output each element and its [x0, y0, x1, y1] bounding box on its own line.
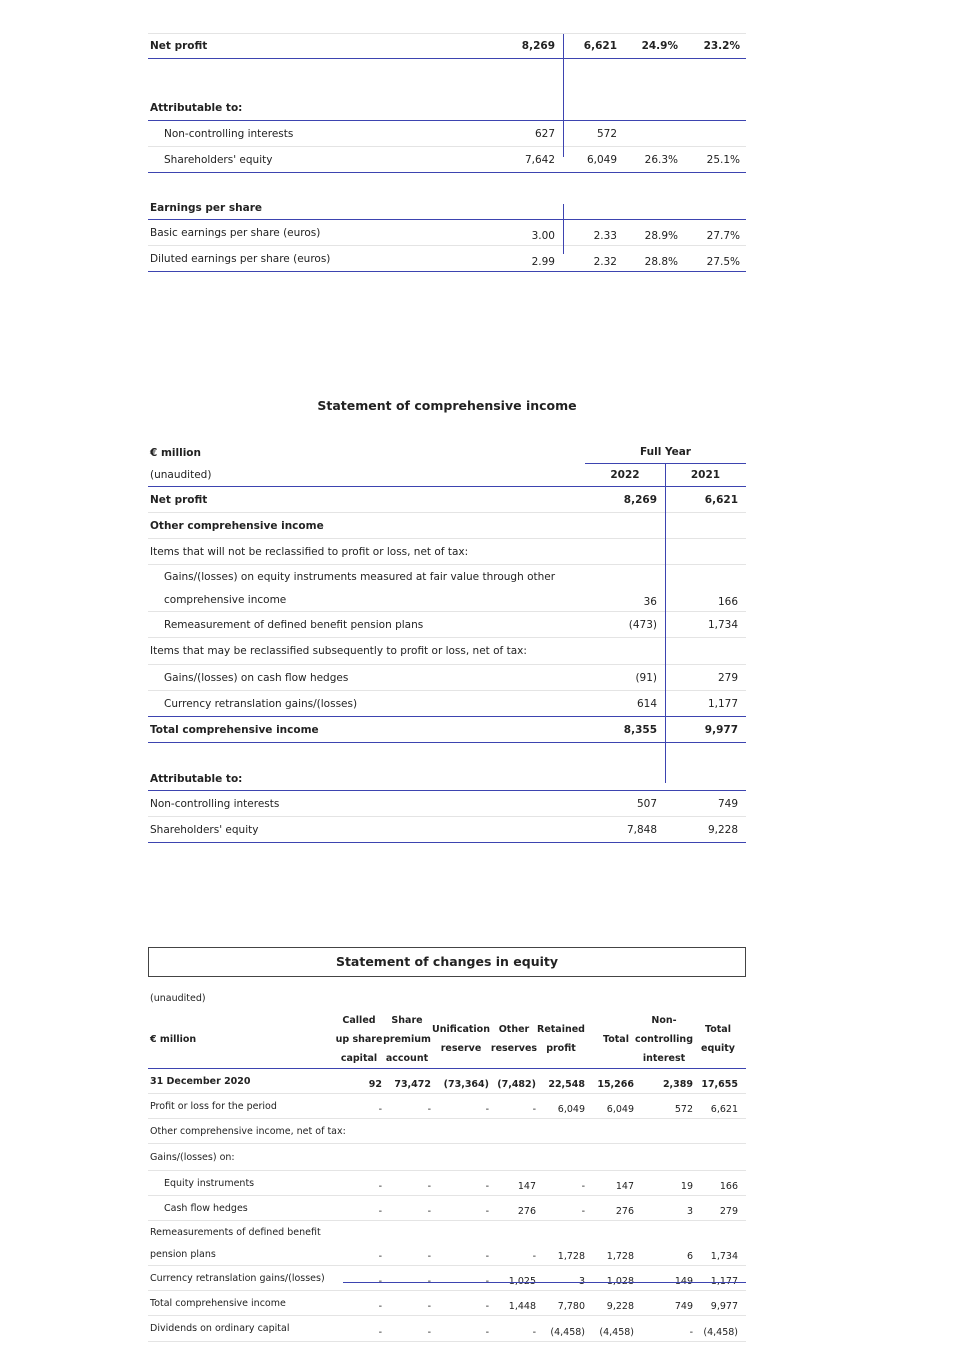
column-header-line: account [385, 1052, 429, 1064]
row-value: 24.9% [641, 40, 678, 52]
row-value: - [427, 1327, 431, 1338]
row-label: Net profit [150, 493, 208, 506]
row-value: 3.00 [531, 230, 555, 242]
row-value: 8,355 [623, 723, 657, 736]
row-label: Dividends on ordinary capital [150, 1323, 290, 1334]
row-label: Attributable to: [150, 102, 243, 114]
row-value: 3 [686, 1206, 693, 1217]
row-label: Basic earnings per share (euros) [150, 226, 321, 239]
row-label [164, 565, 555, 611]
row-value: - [427, 1206, 431, 1217]
row-value: - [427, 1276, 431, 1287]
year-2021: 2021 [690, 469, 721, 481]
comprehensive-income-title: Statement of comprehensive income [317, 398, 577, 413]
table-row [148, 1094, 746, 1119]
row-value: - [689, 1327, 693, 1338]
changes-in-equity-table [148, 1010, 746, 1342]
row-value: 23.2% [703, 40, 740, 52]
row-value: 147 [615, 1181, 634, 1192]
table-row [148, 513, 746, 539]
row-value: - [485, 1104, 489, 1115]
row-label-line: Remeasurements of defined benefit [150, 1226, 321, 1238]
column-header [694, 1020, 742, 1058]
row-value: - [427, 1181, 431, 1192]
column-header-line: profit [546, 1043, 576, 1054]
row-value: 28.8% [644, 256, 678, 268]
row-value: 749 [717, 797, 738, 810]
row-label: Items that may be reclassified subsequently to profit or loss, net of tax: [150, 645, 527, 657]
row-value: - [378, 1301, 382, 1312]
table-row [148, 1316, 746, 1342]
row-value: 749 [674, 1301, 693, 1312]
column-divider [665, 464, 666, 735]
row-value: 1,728 [606, 1251, 634, 1262]
row-value: 166 [719, 1181, 738, 1192]
row-value: 1,177 [707, 697, 738, 710]
period-label: Full Year [585, 441, 746, 464]
row-value: 2.33 [593, 230, 617, 242]
row-value: 7,642 [524, 153, 555, 166]
row-label [150, 1221, 321, 1265]
row-value: - [581, 1181, 585, 1192]
row-value: 26.3% [644, 153, 678, 166]
row-value: 7,780 [557, 1301, 585, 1312]
column-header-line: controlling [634, 1033, 693, 1045]
row-value: 9,977 [710, 1301, 738, 1312]
table-row [148, 147, 746, 173]
row-label: Total comprehensive income [150, 723, 319, 736]
table-row [148, 612, 746, 638]
row-label: Gains/(losses) on cash flow hedges [164, 671, 349, 684]
row-value: - [378, 1251, 382, 1262]
row-value: 6,621 [710, 1104, 738, 1115]
row-value: 8,269 [623, 493, 657, 506]
row-value: 627 [534, 127, 555, 140]
row-value: (4,458) [703, 1327, 738, 1338]
year-header-row [148, 464, 746, 487]
row-value: - [378, 1181, 382, 1192]
row-value: 9,228 [606, 1301, 634, 1312]
table-row [148, 1221, 746, 1266]
table-row [148, 767, 746, 791]
column-header-line: up share [335, 1033, 383, 1045]
row-value: 17,655 [701, 1079, 738, 1090]
column-header-line: Total [705, 1024, 731, 1035]
row-value: 2.99 [531, 256, 555, 268]
column-header [332, 1011, 386, 1068]
header-row [148, 1010, 746, 1069]
row-label: Cash flow hedges [164, 1202, 248, 1214]
row-value: - [485, 1181, 489, 1192]
row-value: 3 [578, 1276, 585, 1287]
row-value: 73,472 [394, 1079, 431, 1090]
row-label: Currency retranslation gains/(losses) [150, 1272, 325, 1284]
column-header-line: interest [642, 1052, 686, 1064]
row-value: 6,049 [586, 153, 617, 166]
row-value: 1,025 [508, 1276, 536, 1287]
row-value: 572 [596, 127, 617, 140]
row-value: (7,482) [497, 1079, 536, 1090]
table-row [148, 1196, 746, 1221]
row-value: 614 [636, 697, 657, 710]
row-value: 166 [717, 596, 738, 608]
row-value: 2.32 [593, 256, 617, 268]
row-value: - [427, 1251, 431, 1262]
row-value: 279 [717, 671, 738, 684]
row-value: (91) [635, 671, 657, 684]
column-header-line: Unification [432, 1024, 490, 1035]
row-value: 279 [719, 1206, 738, 1217]
table-row [148, 565, 746, 612]
row-value: 149 [674, 1276, 693, 1287]
unit-label: € million [150, 1033, 197, 1045]
row-value: - [378, 1206, 382, 1217]
row-value: - [427, 1301, 431, 1312]
table-row [148, 1266, 746, 1291]
table-row [148, 691, 746, 717]
row-value: 27.7% [706, 230, 740, 242]
row-label: Non-controlling interests [164, 127, 294, 140]
table-row [148, 717, 746, 743]
row-value: 9,977 [704, 723, 738, 736]
row-label: Diluted earnings per share (euros) [150, 252, 331, 265]
row-label: Attributable to: [150, 772, 243, 785]
row-label: Net profit [150, 40, 208, 52]
column-header-line: reserve [440, 1043, 482, 1054]
column-header-line: Share [391, 1014, 423, 1026]
row-label: Shareholders' equity [164, 153, 273, 166]
row-value: - [581, 1206, 585, 1217]
row-value: 6,621 [704, 493, 738, 506]
row-label: Currency retranslation gains/(losses) [164, 697, 358, 710]
row-value: 6 [686, 1251, 693, 1262]
row-label: Earnings per share [150, 202, 262, 214]
row-value: 572 [674, 1104, 693, 1115]
column-header-line: Called [342, 1014, 376, 1026]
row-value: 6,621 [583, 40, 617, 52]
row-value: 22,548 [548, 1079, 585, 1090]
year-2022: 2022 [610, 469, 640, 481]
row-value: (73,364) [443, 1079, 489, 1090]
row-value: 36 [643, 596, 657, 608]
row-value: 19 [680, 1181, 693, 1192]
row-value: - [378, 1327, 382, 1338]
column-divider [563, 204, 564, 254]
row-value: 1,028 [606, 1276, 634, 1287]
column-divider [563, 34, 564, 157]
row-value: 28.9% [644, 230, 678, 242]
row-label: Other comprehensive income, net of tax: [150, 1125, 346, 1137]
table-row [148, 665, 746, 691]
table-row [148, 197, 746, 220]
row-value: - [485, 1276, 489, 1287]
column-header-line: Non- [651, 1014, 677, 1026]
unit-label: € million [150, 446, 201, 459]
column-header [379, 1011, 435, 1068]
row-value: 92 [368, 1079, 382, 1090]
column-header-line: capital [340, 1052, 378, 1064]
row-label: Total comprehensive income [150, 1297, 286, 1309]
table-row [148, 1291, 746, 1316]
row-value: 8,269 [521, 40, 555, 52]
table-row [148, 220, 746, 246]
row-value: 1,734 [710, 1251, 738, 1262]
row-value: 6,049 [557, 1104, 585, 1115]
row-value: - [485, 1251, 489, 1262]
row-value: 6,049 [606, 1104, 634, 1115]
row-value: 1,448 [508, 1301, 536, 1312]
table-row [148, 1171, 746, 1196]
row-label-line: pension plans [150, 1248, 216, 1260]
row-label: Remeasurement of defined benefit pension plans [164, 618, 424, 631]
row-value: 15,266 [597, 1079, 634, 1090]
row-label: 31 December 2020 [150, 1075, 251, 1087]
row-value: 9,228 [707, 823, 738, 836]
row-value: 507 [636, 797, 657, 810]
row-value: - [532, 1251, 536, 1262]
row-value: - [427, 1104, 431, 1115]
row-value: 25.1% [706, 153, 740, 166]
table-row [148, 539, 746, 565]
row-value: - [485, 1301, 489, 1312]
row-label: Equity instruments [164, 1177, 255, 1189]
column-header [429, 1020, 493, 1058]
row-value: 7,848 [626, 823, 657, 836]
row-value: 276 [517, 1206, 536, 1217]
row-value: (473) [628, 618, 657, 631]
row-value: 147 [517, 1181, 536, 1192]
row-value: 2,389 [662, 1079, 693, 1090]
row-label-line: Gains/(losses) on equity instruments measured at fair value through other [164, 570, 556, 583]
row-value: 1,734 [707, 618, 738, 631]
table-row [148, 121, 746, 147]
row-value: - [485, 1327, 489, 1338]
row-value: 1,177 [710, 1276, 738, 1287]
table-row [148, 246, 746, 272]
column-header [533, 1020, 589, 1058]
row-label: Shareholders' equity [150, 823, 259, 836]
column-header-line: Retained [537, 1024, 585, 1035]
table-row [148, 34, 746, 59]
row-label: Profit or loss for the period [150, 1100, 277, 1112]
row-value: - [532, 1327, 536, 1338]
row-label: Gains/(losses) on: [150, 1151, 235, 1163]
column-header-line: Other [498, 1024, 530, 1035]
column-header-line: Total [603, 1033, 629, 1045]
row-label: Other comprehensive income [150, 519, 324, 532]
row-value: (4,458) [550, 1327, 585, 1338]
header-row [148, 441, 746, 464]
column-header-line: reserves [490, 1043, 538, 1054]
table-row [148, 1069, 746, 1094]
row-value: 1,728 [557, 1251, 585, 1262]
row-value: 27.5% [706, 256, 740, 268]
unaudited-label: (unaudited) [150, 469, 212, 481]
table-row [148, 791, 746, 817]
table-row [148, 638, 746, 665]
changes-in-equity-title: Statement of changes in equity [148, 947, 746, 977]
row-label: Items that will not be reclassified to profit or loss, net of tax: [150, 545, 469, 558]
row-value: (4,458) [599, 1327, 634, 1338]
table-row [148, 1144, 746, 1171]
table-row [148, 96, 746, 121]
subtotal-rule [343, 1282, 746, 1283]
row-value: - [485, 1206, 489, 1217]
row-label: Non-controlling interests [150, 797, 280, 810]
row-value: 276 [615, 1206, 634, 1217]
income-statement-tail [148, 34, 746, 272]
column-divider [665, 735, 666, 783]
column-header [631, 1011, 697, 1068]
row-label-line: comprehensive income [164, 593, 287, 606]
row-value: - [378, 1276, 382, 1287]
column-header-line: equity [701, 1043, 735, 1054]
comprehensive-income-table [148, 441, 746, 843]
row-value: - [532, 1104, 536, 1115]
table-row [148, 817, 746, 843]
column-header-line: premium [383, 1033, 431, 1045]
unaudited-label: (unaudited) [150, 993, 206, 1004]
table-row [148, 487, 746, 513]
row-value: - [378, 1104, 382, 1115]
table-row [148, 1119, 746, 1144]
